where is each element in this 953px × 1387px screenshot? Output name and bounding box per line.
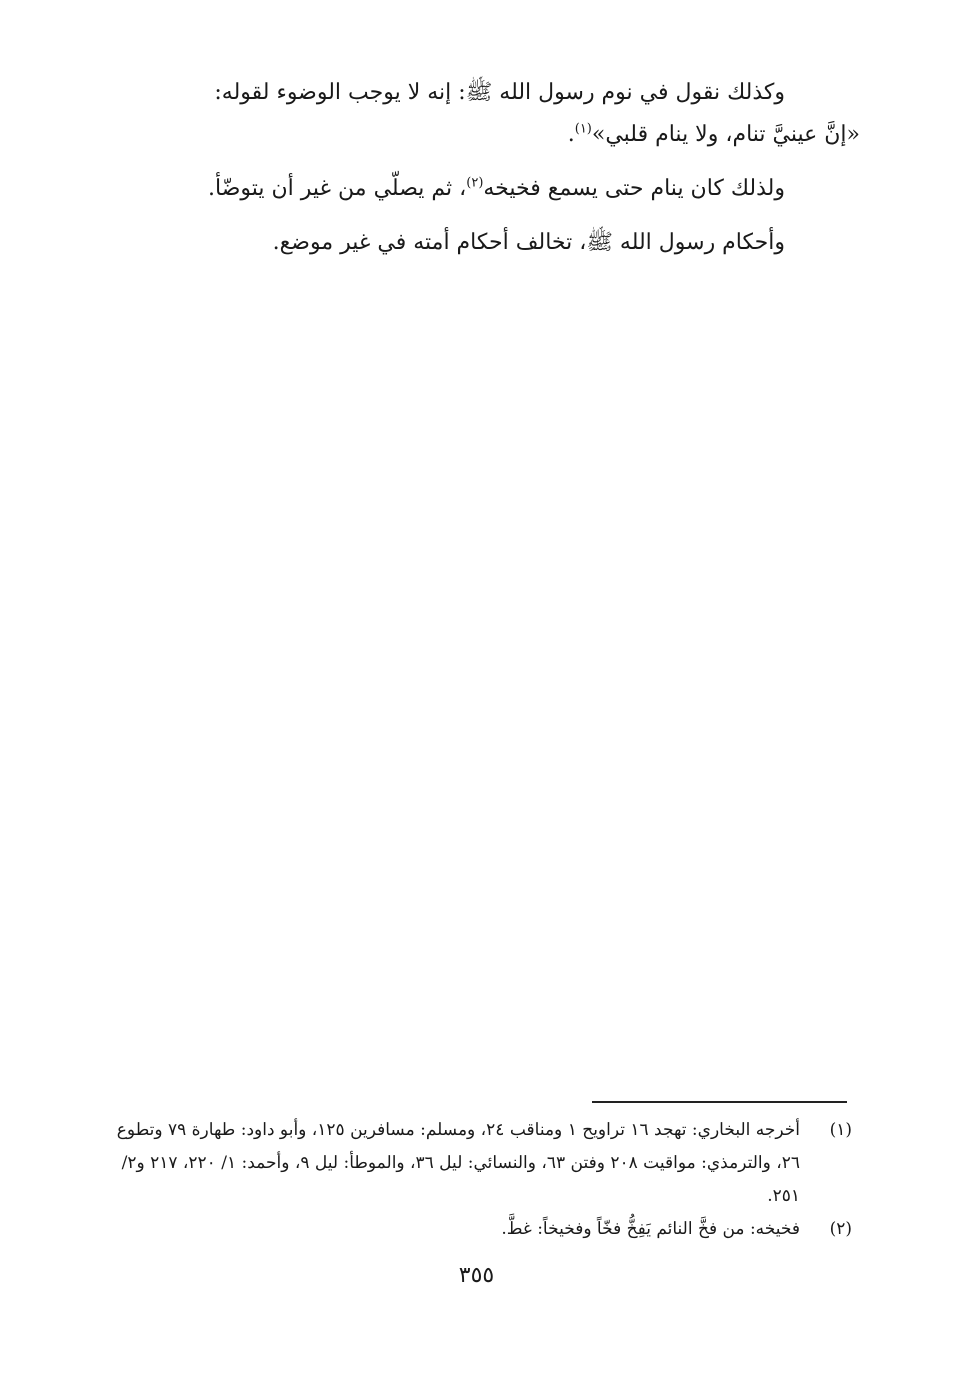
footnotes — [100, 1114, 852, 1246]
footnote-1 — [100, 1114, 852, 1213]
paragraph-3-line: وأحكام رسول الله ﷺ، تخالف أحكام أمته في غير موضع. — [272, 230, 785, 255]
paragraph-3 — [100, 222, 860, 264]
main-text — [100, 72, 860, 276]
footnote-1-text: أخرجه البخاري: تهجد ١٦ تراويح ١ ومناقب ٢٤، ومسلم: مسافرين ١٢٥، وأبو داود: طهارة ٧٩ وتطوع ٢٦، والترمذي: مواقيت ٢٠٨ وفتن ٦٣، والنسائي: ليل ٣٦، والموطأ: ليل ٩، وأحمد: ١/ ٢٢٠، ٢١٧ و٢/ ٢٥١. — [116, 1120, 800, 1206]
paragraph-2 — [100, 168, 860, 210]
paragraph-1-line-2 — [100, 114, 860, 156]
footnote-ref-2: (٢) — [466, 175, 484, 191]
footnote-2-text: فخيخه: من فخَّ النائم يَفِخُّ فخّاً وفخيخاً: غطَّ. — [501, 1219, 800, 1239]
page-number: ٣٥٥ — [458, 1263, 495, 1288]
paragraph-2-line — [100, 168, 860, 210]
paragraph-1-end: . — [567, 122, 575, 147]
footnote-ref-1: (١) — [574, 121, 592, 137]
paragraph-2-text-b: ، ثم يصلّي من غير أن يتوضّأ. — [208, 176, 467, 201]
footnote-2-number: (٢) — [829, 1219, 852, 1239]
footnote-2 — [100, 1213, 852, 1246]
paragraph-2-text-a: ولذلك كان ينام حتى يسمع فخيخه — [483, 176, 785, 201]
paragraph-1-line-1: وكذلك نقول في نوم رسول الله ﷺ: إنه لا يوجب الوضوء لقوله: — [214, 80, 785, 105]
footnote-divider — [592, 1101, 847, 1103]
paragraph-1 — [100, 72, 860, 156]
hadith-quote: «إنَّ عينيَّ تنام، ولا ينام قلبي» — [591, 122, 860, 147]
footnote-1-number: (١) — [829, 1120, 852, 1140]
